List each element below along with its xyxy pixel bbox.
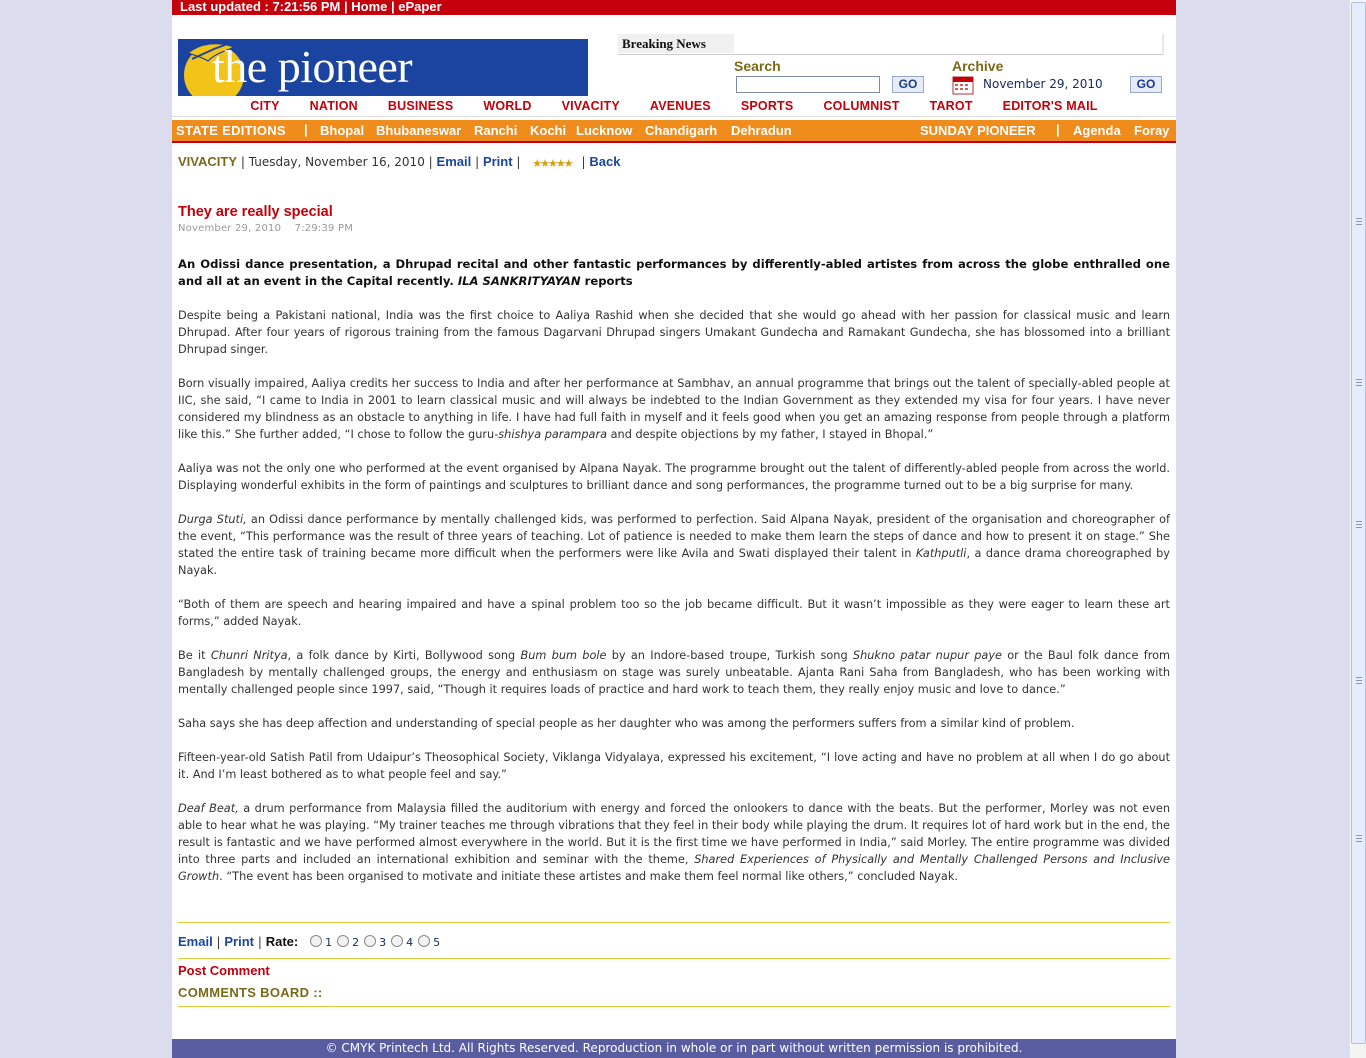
- menu-item-columnist[interactable]: COLUMNIST: [823, 99, 900, 113]
- print-link-bottom[interactable]: Print: [224, 934, 255, 949]
- footer: © CMYK Printech Ltd. All Rights Reserved. Reproduction in whole or in part without written permission is prohibited.: [172, 1039, 1176, 1058]
- star-icon: ★: [555, 157, 564, 170]
- article-lead: An Odissi dance presentation, a Dhrupad recital and other fantastic performances by differently-abled artistes from across the globe enthralled one and all at an event in the Capital recently. ILA SANKRITYAYAN reports: [178, 257, 1170, 288]
- divider: [178, 922, 1170, 923]
- menu-item-tarot[interactable]: TAROT: [929, 99, 973, 113]
- calendar-icon[interactable]: [952, 74, 974, 95]
- back-link[interactable]: Back: [589, 154, 621, 169]
- print-link[interactable]: Print: [482, 154, 513, 169]
- scrollbar-thumb[interactable]: [1351, 2, 1366, 1044]
- email-link-bottom[interactable]: Email: [178, 934, 213, 949]
- menu-item-city[interactable]: CITY: [250, 99, 280, 113]
- archive-date: November 29, 2010: [983, 77, 1103, 91]
- edition-lucknow[interactable]: Lucknow: [576, 123, 633, 138]
- archive-label: Archive: [952, 58, 1004, 74]
- article-date: Tuesday, November 16, 2010: [248, 155, 425, 169]
- main-menu: [172, 96, 1176, 117]
- search-go-button[interactable]: GO: [892, 76, 924, 93]
- rate-radio-label: 1: [325, 936, 333, 949]
- article-paragraph: Born visually impaired, Aaliya credits her success to India and after her performance at Sambhav, an annual programme that brings out the talent of specially-abled people at IIC, she said, “I came to India in 2001 to learn classical music and will always be indebted to the Indian Government as they extended my visa for four years. I have never considered my blindness as an obstacle to anything in life. I have had full faith in myself and it feels good when you get an amazing response from people through a platform like this.” She further added, “I chose to follow the guru-shishya parampara and despite objections by my father, I stayed in Bhopal.”: [178, 377, 1170, 441]
- last-updated: Last updated : 7:21:56 PM: [180, 0, 341, 14]
- menu-item-editors-mail[interactable]: EDITOR'S MAIL: [1002, 99, 1098, 113]
- edition-dehradun[interactable]: Dehradun: [731, 123, 792, 138]
- comments-board-heading: COMMENTS BOARD ::: [178, 985, 323, 1000]
- rate-radio-4[interactable]: [391, 935, 403, 947]
- search-input[interactable]: [736, 76, 880, 93]
- article-paragraph: Saha says she has deep affection and understanding of special people as her daughter who was among the performers suffers from a similar kind of problem.: [178, 717, 1075, 730]
- epaper-link[interactable]: ePaper: [398, 0, 442, 14]
- breaking-news-label: Breaking News: [618, 34, 734, 53]
- state-editions-label: STATE EDITIONS: [176, 123, 286, 138]
- search-label: Search: [734, 58, 781, 74]
- article-headline: They are really special: [178, 204, 333, 220]
- article-author: ILA SANKRITYAYAN: [457, 274, 581, 288]
- menu-item-nation[interactable]: NATION: [309, 99, 358, 113]
- article-body: [178, 256, 1170, 902]
- star-icon: ★: [563, 157, 572, 170]
- dateline: VIVACITY | Tuesday, November 16, 2010 | Email | Print | ★★★★★ | Back: [178, 154, 621, 170]
- article-timestamp: November 29, 2010 7:29:39 PM: [178, 223, 354, 234]
- article-paragraph: Durga Stuti, an Odissi dance performance by mentally challenged kids, was performed to perfection. Said Alpana Nayak, president of the organisation and choreographer of the event, “This performance was the result of three years of teaching. Lot of patience is needed to make them learn the steps of dance and how to present it on stage.” She stated the entire task of training became more difficult when the performers were like Avila and Swati displayed their talent in Kathputli, a dance drama choreographed by Nayak.: [178, 513, 1171, 577]
- menu-item-vivacity[interactable]: VIVACITY: [561, 99, 620, 113]
- article-paragraphs: [178, 307, 1170, 885]
- rate-radio-3[interactable]: [364, 935, 376, 947]
- edition-bhubaneswar[interactable]: Bhubaneswar: [376, 123, 462, 138]
- post-comment-link[interactable]: Post Comment: [178, 963, 270, 978]
- vertical-scrollbar[interactable]: [1349, 0, 1366, 1058]
- sunday-pioneer-label[interactable]: SUNDAY PIONEER: [920, 123, 1036, 138]
- sunday-agenda[interactable]: Agenda: [1073, 123, 1121, 138]
- edition-ranchi[interactable]: Ranchi: [474, 123, 518, 138]
- sunday-foray[interactable]: Foray: [1134, 123, 1170, 138]
- menu-item-sports[interactable]: SPORTS: [740, 99, 794, 113]
- edition-kochi[interactable]: Kochi: [530, 123, 567, 138]
- section-label: VIVACITY: [178, 154, 237, 169]
- archive-go-button[interactable]: GO: [1130, 76, 1162, 93]
- rate-radio-label: 2: [352, 936, 360, 949]
- menu-item-avenues[interactable]: AVENUES: [649, 99, 711, 113]
- logo[interactable]: [178, 39, 588, 96]
- edition-chandigarh[interactable]: Chandigarh: [645, 123, 718, 138]
- rate-options: [310, 935, 445, 949]
- top-bar: Last updated : 7:21:56 PM | Home | ePaper: [172, 0, 1176, 15]
- article-paragraph: Aaliya was not the only one who performed at the event organised by Alpana Nayak. The programme brought out the talent of differently-abled people from across the world. Displaying wonderful exhibits in the form of paintings and sculptures to brilliant dance and song performances, the programme turned out to be a big surprise for many.: [178, 462, 1170, 492]
- edition-bhopal[interactable]: Bhopal: [320, 123, 365, 138]
- article-paragraph: “Both of them are speech and hearing impaired and have a spinal problem too so the job became difficult. But it wasn’t impossible as they were eager to learn these art forms,” added Nayak.: [178, 598, 1170, 628]
- editions-bar: STATE EDITIONS | Bhopal Bhubaneswar Ranchi Kochi Lucknow Chandigarh Dehradun SUNDAY PIONEER | Agenda Foray: [172, 120, 1176, 143]
- rating-stars: [532, 157, 571, 170]
- rate-radio-label: 3: [379, 936, 387, 949]
- rate-label: Rate:: [265, 934, 299, 949]
- article-paragraph: Be it Chunri Nritya, a folk dance by Kirti, Bollywood song Bum bum bole by an Indore-based troupe, Turkish song Shukno patar nupur paye or the Baul folk dance from Bangladesh by mentally challenged groups, the energy and enthusiasm on stage was surely unbeatable. Ajanta Rani Saha from Bangladesh, who has been working with mentally challenged people since 1997, said, “Though it requires loads of practice and hard work to teach them, they really enjoy music and love to dance.”: [178, 649, 1171, 696]
- article-paragraph: Despite being a Pakistani national, India was the first choice to Aaliya Rashid when she decided that she would go ahead with her passion for classical music and learn Dhrupad. After four years of rigorous training from the famous Dagarvani Dhrupad singers Umakant Gundecha and Ramakant Gundecha, she has blossomed into a brilliant Dhrupad singer.: [178, 309, 1170, 356]
- email-link[interactable]: Email: [436, 154, 472, 169]
- article-paragraph: Deaf Beat, a drum performance from Malaysia filled the auditorium with energy and forced the onlookers to dance with the beats. But the performer, Morley was not even able to hear what he was playing. “My trainer teaches me through vibrations that they feel in their body while playing the drum. It requires lot of hard work but in the end, the result is fantastic and we have performed almost everywhere in the world. But it is the first time we have performed in India,” said Morley. The entire programme was divided into three parts and included an international exhibition and seminar with the theme, Shared Experiences of Physically and Mentally Challenged Persons and Inclusive Growth. “The event has been organised to motivate and initiate these artistes and make them feel normal like others,” concluded Nayak.: [178, 802, 1170, 883]
- home-link[interactable]: Home: [351, 0, 388, 14]
- divider: [178, 1006, 1170, 1007]
- rate-radio-2[interactable]: [337, 935, 349, 947]
- breaking-news: [618, 34, 1164, 55]
- rate-radio-label: 4: [406, 936, 414, 949]
- star-icon: ★: [548, 157, 556, 170]
- menu-item-world[interactable]: WORLD: [483, 99, 532, 113]
- page: [172, 0, 1176, 1058]
- rate-radio-1[interactable]: [310, 935, 322, 947]
- rate-radio-label: 5: [433, 936, 441, 949]
- article-actions: Email | Print | Rate: 1 2 3 4 5: [178, 934, 445, 949]
- header: [172, 15, 1176, 96]
- rate-radio-5[interactable]: [418, 935, 430, 947]
- article-paragraph: Fifteen-year-old Satish Patil from Udaipur’s Theosophical Society, Viklanga Vidyalaya, expressed his excitement, “I love acting and have no problem at all when I do go about it. And I’m least bothered as to what people feel and say.”: [178, 751, 1170, 781]
- menu-item-business[interactable]: BUSINESS: [387, 99, 454, 113]
- logo-text: the pioneer: [212, 41, 413, 92]
- star-icon: ★: [540, 157, 549, 170]
- star-icon: ★: [532, 157, 541, 170]
- divider: [178, 958, 1170, 959]
